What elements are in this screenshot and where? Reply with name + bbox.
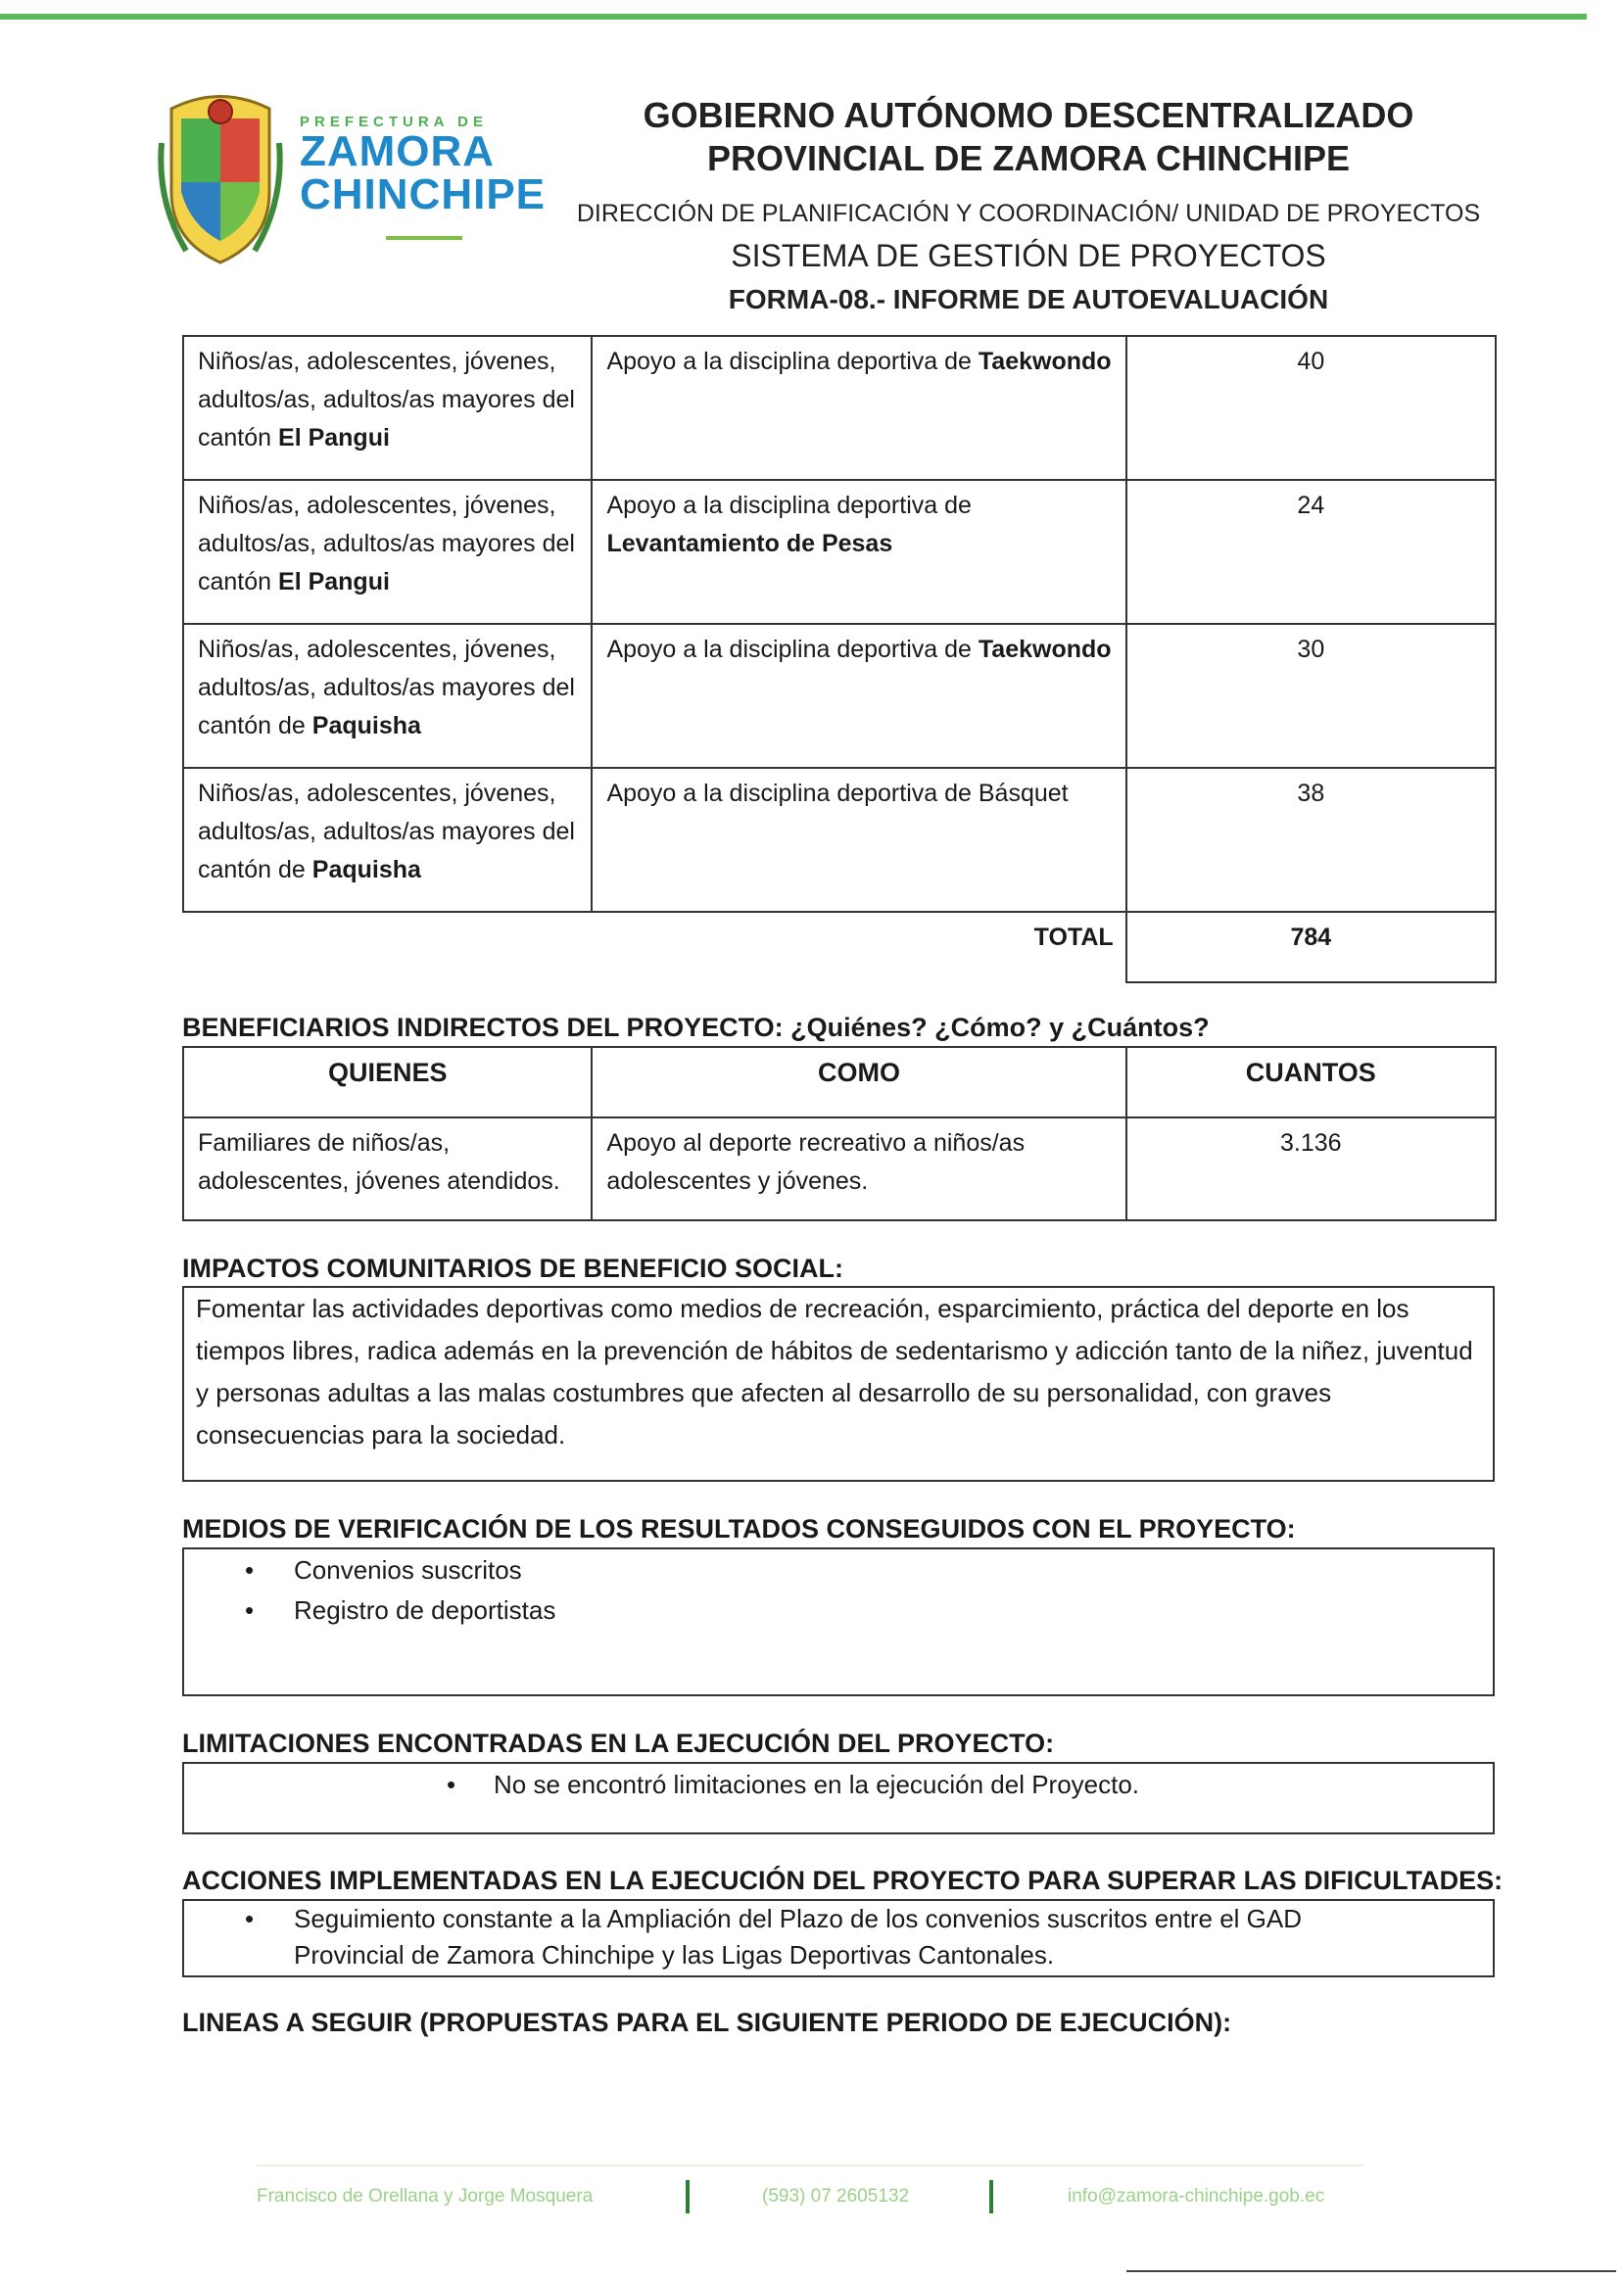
table-header-row [183, 1047, 1496, 1117]
limitations-box [182, 1762, 1495, 1834]
direct-beneficiaries-table [182, 335, 1497, 983]
who-bold: Paquisha [311, 712, 421, 739]
count-cell: 40 [1126, 336, 1496, 480]
footer-phone: (593) 07 2605132 [762, 2186, 910, 2207]
logo-line2: CHINCHIPE [300, 170, 547, 218]
how-cell [592, 336, 1125, 480]
col-how: COMO [592, 1047, 1125, 1117]
count-cell: 3.136 [1126, 1117, 1496, 1220]
coat-of-arms-icon [157, 84, 284, 270]
bottom-rule [1126, 2270, 1616, 2272]
logo-line1: ZAMORA [300, 127, 496, 175]
who-cell [183, 624, 592, 768]
footer-divider [989, 2180, 993, 2213]
actions-title: ACCIONES IMPLEMENTADAS EN LA EJECUCIÓN DEL PROYECTO PARA SUPERAR LAS DIFICULTADES: [182, 1866, 1504, 1895]
footer [0, 2174, 1624, 2223]
who-text: Niños/as, adolescentes, jóvenes, adultos/as, adultos/as mayores del cantón de [198, 636, 575, 739]
who-cell [183, 768, 592, 912]
limitations-title: LIMITACIONES ENCONTRADAS EN LA EJECUCIÓN DEL PROYECTO: [182, 1729, 1055, 1758]
indirect-title: BENEFICIARIOS INDIRECTOS DEL PROYECTO: ¿Quiénes? ¿Cómo? y ¿Cuántos? [182, 1013, 1210, 1042]
how-cell [592, 624, 1125, 768]
count-cell: 38 [1126, 768, 1496, 912]
who-cell [183, 480, 592, 624]
impacts-box [182, 1286, 1495, 1482]
how-text: Apoyo a la disciplina deportiva de [606, 492, 972, 519]
table-row [183, 768, 1496, 912]
who-text: Niños/as, adolescentes, jóvenes, adultos/as, adultos/as mayores del cantón [198, 348, 575, 451]
who-text: Niños/as, adolescentes, jóvenes, adultos/as, adultos/as mayores del cantón [198, 492, 575, 595]
total-row [183, 912, 1496, 982]
indirect-beneficiaries-table [182, 1046, 1497, 1221]
how-cell: Apoyo al deporte recreativo a niños/as adolescentes y jóvenes. [592, 1117, 1125, 1220]
total-value: 784 [1126, 912, 1496, 982]
how-bold: Taekwondo [978, 636, 1112, 663]
how-bold: Levantamiento de Pesas [606, 530, 893, 557]
table-row [183, 1117, 1496, 1220]
who-text: Niños/as, adolescentes, jóvenes, adultos/as, adultos/as mayores del cantón de [198, 780, 575, 883]
table-row [183, 480, 1496, 624]
list-item: • No se encontró limitaciones en la ejecución del Proyecto. [447, 1764, 1493, 1806]
footer-address: Francisco de Orellana y Jorge Mosquera [257, 2186, 594, 2207]
how-text: Apoyo a la disciplina deportiva de [606, 636, 979, 663]
system-name: SISTEMA DE GESTIÓN DE PROYECTOS [731, 238, 1326, 273]
count-cell: 24 [1126, 480, 1496, 624]
list-item: • Registro de deportistas [245, 1591, 1493, 1629]
footer-rule [257, 2164, 1363, 2166]
total-label: TOTAL [1033, 924, 1114, 951]
page-title [529, 94, 1528, 180]
next-lines-title: LINEAS A SEGUIR (PROPUESTAS PARA EL SIGUIENTE PERIODO DE EJECUCIÓN): [182, 2008, 1232, 2037]
logo-underline [386, 236, 462, 240]
table-row [183, 336, 1496, 480]
table-row [183, 624, 1496, 768]
top-green-rule [0, 14, 1587, 20]
footer-divider [686, 2180, 690, 2213]
logo-prefix: PREFECTURA DE [300, 114, 488, 130]
who-bold: El Pangui [278, 424, 390, 451]
who-cell [183, 336, 592, 480]
who-cell: Familiares de niños/as, adolescentes, jóvenes atendidos. [183, 1117, 592, 1220]
how-text: Apoyo a la disciplina deportiva de [606, 348, 979, 375]
actions-box [182, 1899, 1495, 1977]
verification-box [182, 1547, 1495, 1696]
form-name: FORMA-08.- INFORME DE AUTOEVALUACIÓN [728, 284, 1329, 314]
count-cell: 30 [1126, 624, 1496, 768]
subtitle: DIRECCIÓN DE PLANIFICACIÓN Y COORDINACIÓN/ UNIDAD DE PROYECTOS [576, 200, 1481, 227]
who-bold: Paquisha [311, 856, 421, 883]
how-cell [592, 768, 1125, 912]
verification-title: MEDIOS DE VERIFICACIÓN DE LOS RESULTADOS CONSEGUIDOS CON EL PROYECTO: [182, 1514, 1296, 1544]
title-line2: PROVINCIAL DE ZAMORA CHINCHIPE [706, 138, 1351, 178]
impacts-text: Fomentar las actividades deportivas como medios de recreación, esparcimiento, práctica del deporte en los tiempos libres, radica además en la prevención de hábitos de sedentarismo y adicción tanto de la niñez, juventud y personas adultas a las malas costumbres que afecten al desarrollo de su personalidad, con graves consecuencias para la sociedad. [196, 1294, 1473, 1449]
who-bold: El Pangui [278, 568, 390, 595]
impacts-title: IMPACTOS COMUNITARIOS DE BENEFICIO SOCIAL: [182, 1254, 844, 1283]
col-who: QUIENES [183, 1047, 592, 1117]
list-item: • Convenios suscritos [245, 1549, 1493, 1591]
footer-email: info@zamora-chinchipe.gob.ec [1068, 2186, 1325, 2207]
how-text: Apoyo a la disciplina deportiva de Básquet [606, 780, 1069, 807]
title-line1: GOBIERNO AUTÓNOMO DESCENTRALIZADO [643, 95, 1414, 135]
how-bold: Taekwondo [978, 348, 1112, 375]
list-item: • Seguimiento constante a la Ampliación del Plazo de los convenios suscritos entre el GAD Provincial de Zamora Chinchipe y las Ligas Deportivas Cantonales. [245, 1901, 1322, 1973]
how-cell [592, 480, 1125, 624]
col-count: CUANTOS [1126, 1047, 1496, 1117]
prefectura-logo [157, 84, 547, 270]
